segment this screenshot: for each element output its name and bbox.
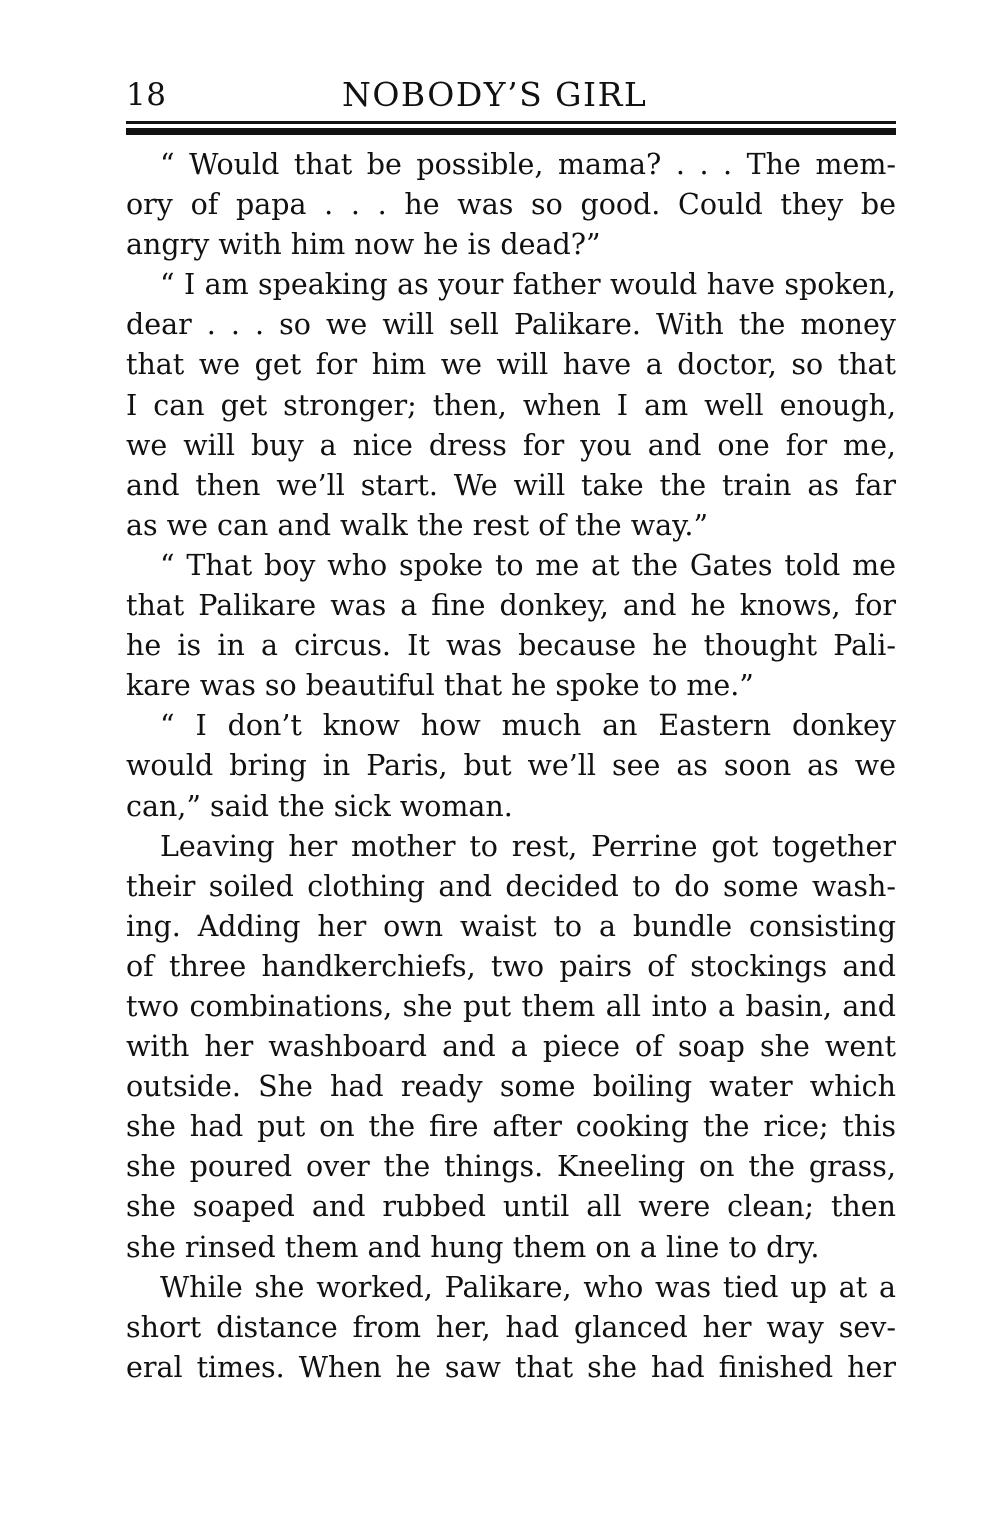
text-line: dear . . . so we will sell Palikare. With the money: [126, 308, 896, 342]
text-line: we will buy a nice dress for you and one for me,: [126, 428, 896, 462]
text-line: their soiled clothing and decided to do some wash-: [126, 869, 896, 903]
header-rule-thin: [126, 121, 896, 124]
text-line: can,” said the sick woman.: [126, 789, 513, 823]
text-line: “ I don’t know how much an Eastern donkey: [160, 709, 896, 743]
text-line: would bring in Paris, but we’ll see as soon as we: [126, 749, 896, 783]
text-line: she had put on the fire after cooking the rice; this: [126, 1110, 896, 1144]
text-line: kare was so beautiful that he spoke to me.”: [126, 669, 754, 703]
text-line: “ That boy who spoke to me at the Gates told me: [160, 548, 896, 582]
text-line: ory of papa . . . he was so good. Could they be: [126, 188, 896, 222]
page-number: 18: [126, 77, 167, 113]
running-head: [126, 72, 896, 118]
text-line: “ Would that be possible, mama? . . . The mem-: [160, 148, 896, 181]
text-line: she poured over the things. Kneeling on the grass,: [126, 1150, 896, 1184]
text-line: she rinsed them and hung them on a line to dry.: [126, 1230, 820, 1264]
text-line: outside. She had ready some boiling water which: [126, 1070, 896, 1104]
text-line: he is in a circus. It was because he thought Pali-: [126, 629, 896, 663]
text-line: she soaped and rubbed until all were clean; then: [126, 1190, 896, 1224]
text-line: Leaving her mother to rest, Perrine got together: [160, 829, 896, 863]
text-line: I can get stronger; then, when I am well enough,: [126, 388, 896, 422]
text-line: two combinations, she put them all into a basin, and: [126, 989, 896, 1023]
text-line: short distance from her, had glanced her way sev-: [126, 1310, 896, 1344]
text-line: as we can and walk the rest of the way.”: [126, 508, 709, 542]
text-line: eral times. When he saw that she had finished her: [126, 1350, 896, 1384]
text-line: “ I am speaking as your father would have spoken,: [160, 268, 896, 302]
text-line: and then we’ll start. We will take the train as far: [126, 468, 896, 502]
text-line: that we get for him we will have a doctor, so that: [126, 348, 896, 382]
header-rule-thick: [126, 128, 896, 135]
text-line: While she worked, Palikare, who was tied up at a: [160, 1270, 896, 1304]
text-line: ing. Adding her own waist to a bundle consisting: [126, 909, 896, 943]
body-text: [126, 145, 896, 1388]
running-title: NOBODY’S GIRL: [342, 75, 648, 114]
text-line: that Palikare was a fine donkey, and he knows, for: [126, 589, 896, 623]
text-line: of three handkerchiefs, two pairs of stockings and: [126, 949, 896, 983]
text-line: with her washboard and a piece of soap she went: [126, 1030, 896, 1064]
text-line: angry with him now he is dead?”: [126, 228, 601, 262]
